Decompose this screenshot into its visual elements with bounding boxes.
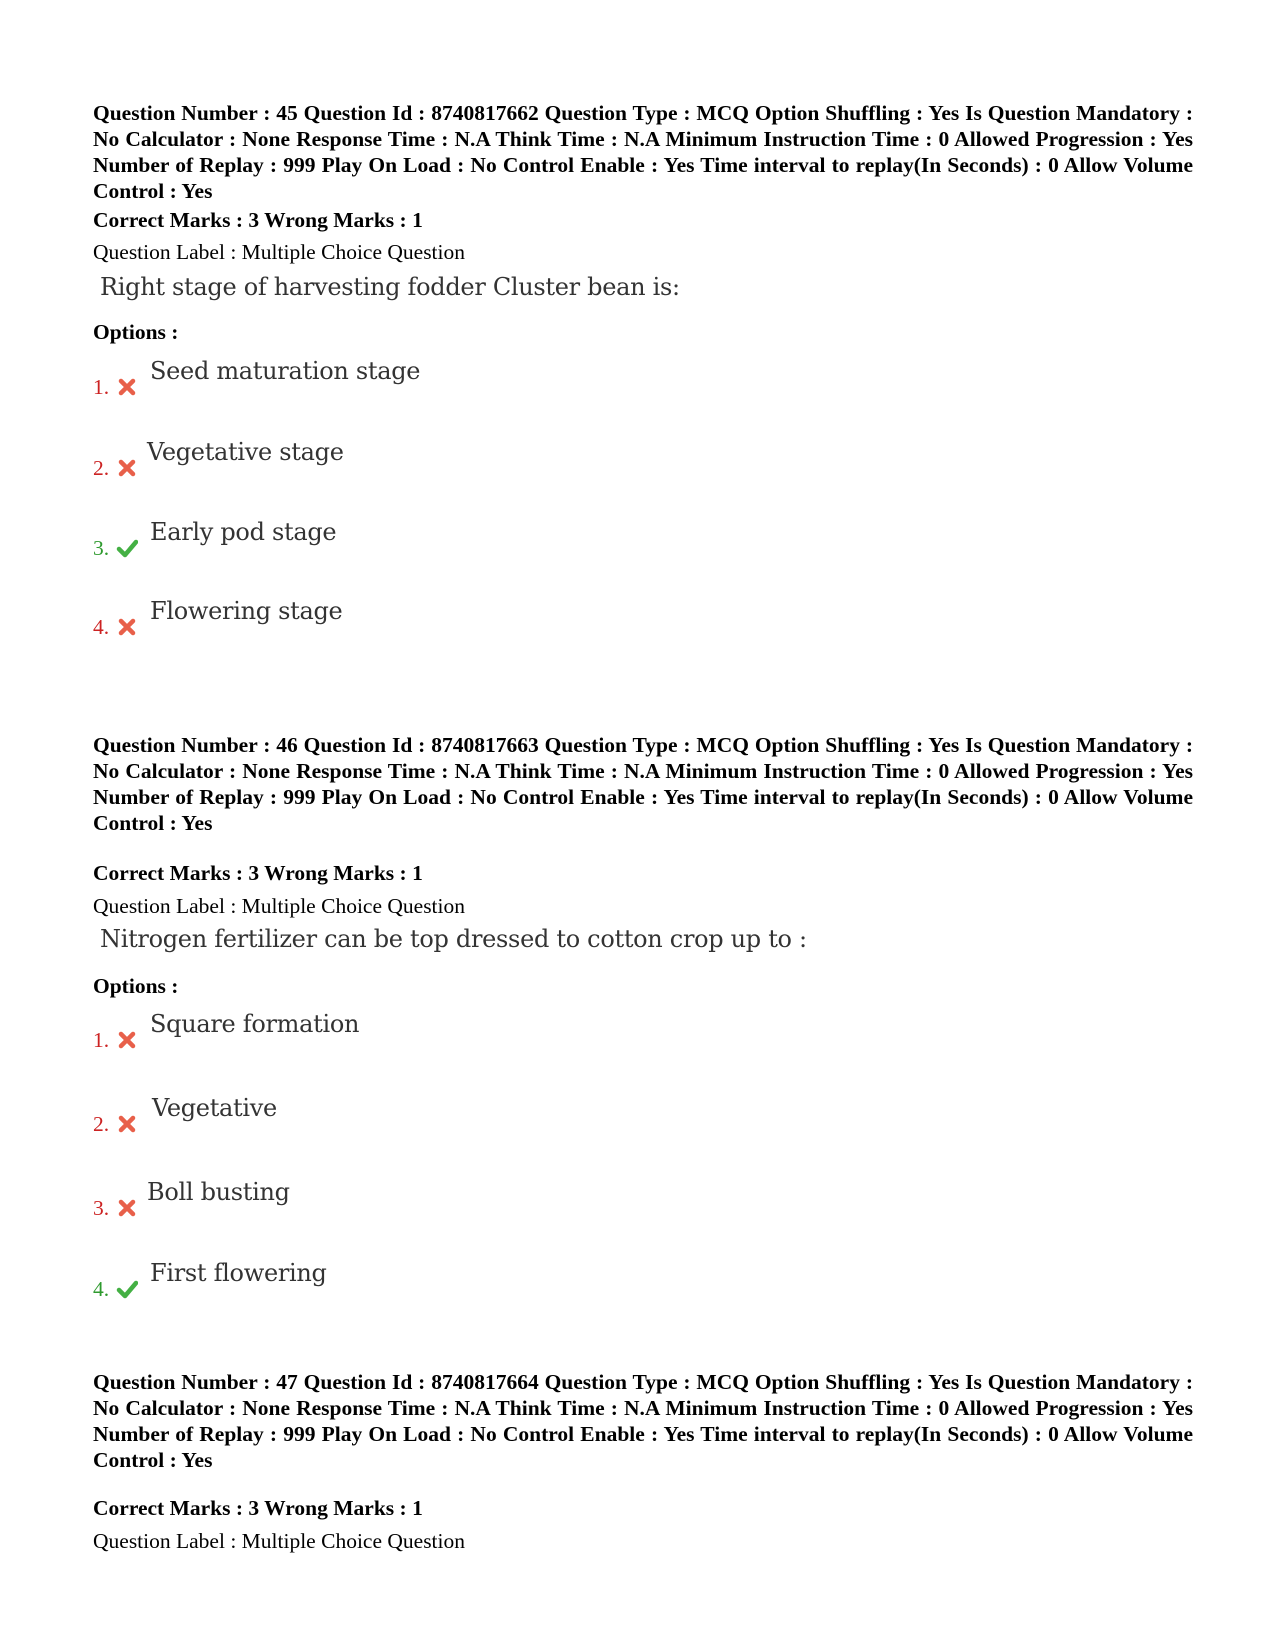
question-marks: Correct Marks : 3 Wrong Marks : 1 bbox=[93, 1496, 423, 1520]
question-meta: Question Number : 47 Question Id : 8740817664 Question Type : MCQ Option Shuffling : Yes Is Question Mandatory : No Calculator : None Response Time : N.A Think Time : N.A Minimum Instruction Time : 0 Allowed Progression : Yes Number of Replay : 999 Play On Load : No Control Enable : Yes Time interval to replay(In Seconds) : 0 Allow Volume Control : Yes bbox=[93, 1370, 1193, 1472]
option-item bbox=[0, 437, 1275, 497]
cross-icon bbox=[116, 1197, 138, 1219]
question-label: Question Label : Multiple Choice Question bbox=[93, 1529, 466, 1553]
options-heading: Options : bbox=[93, 974, 179, 998]
option-text: Seed maturation stage bbox=[150, 357, 421, 385]
option-text: Vegetative bbox=[152, 1094, 277, 1122]
check-icon bbox=[116, 1278, 138, 1300]
check-icon bbox=[116, 537, 138, 559]
cross-icon bbox=[116, 616, 138, 638]
option-number: 4. bbox=[93, 615, 110, 639]
question-marks: Correct Marks : 3 Wrong Marks : 1 bbox=[93, 208, 423, 232]
cross-icon bbox=[116, 457, 138, 479]
option-text: Boll busting bbox=[147, 1178, 290, 1206]
option-item bbox=[0, 1258, 1275, 1318]
question-marks: Correct Marks : 3 Wrong Marks : 1 bbox=[93, 861, 423, 885]
option-text: Flowering stage bbox=[150, 597, 343, 625]
option-text: First flowering bbox=[150, 1259, 327, 1287]
option-item bbox=[0, 1009, 1275, 1069]
option-number: 4. bbox=[93, 1277, 110, 1301]
option-text: Vegetative stage bbox=[147, 438, 344, 466]
question-meta: Question Number : 46 Question Id : 8740817663 Question Type : MCQ Option Shuffling : Yes Is Question Mandatory : No Calculator : None Response Time : N.A Think Time : N.A Minimum Instruction Time : 0 Allowed Progression : Yes Number of Replay : 999 Play On Load : No Control Enable : Yes Time interval to replay(In Seconds) : 0 Allow Volume Control : Yes bbox=[93, 733, 1193, 835]
option-item bbox=[0, 1177, 1275, 1237]
option-item bbox=[0, 1093, 1275, 1153]
option-item bbox=[0, 596, 1275, 656]
option-text: Square formation bbox=[150, 1010, 360, 1038]
option-item bbox=[0, 517, 1275, 577]
cross-icon bbox=[116, 376, 138, 398]
option-number: 2. bbox=[93, 456, 110, 480]
option-number: 1. bbox=[93, 375, 110, 399]
option-number: 3. bbox=[93, 536, 110, 560]
question-text: Nitrogen fertilizer can be top dressed to cotton crop up to : bbox=[100, 925, 807, 953]
question-text: Right stage of harvesting fodder Cluster bean is: bbox=[100, 273, 680, 301]
option-number: 2. bbox=[93, 1112, 110, 1136]
option-text: Early pod stage bbox=[150, 518, 337, 546]
cross-icon bbox=[116, 1113, 138, 1135]
cross-icon bbox=[116, 1029, 138, 1051]
question-label: Question Label : Multiple Choice Question bbox=[93, 894, 466, 918]
option-number: 1. bbox=[93, 1028, 110, 1052]
option-item bbox=[0, 356, 1275, 416]
option-number: 3. bbox=[93, 1196, 110, 1220]
question-label: Question Label : Multiple Choice Question bbox=[93, 240, 466, 264]
question-meta: Question Number : 45 Question Id : 8740817662 Question Type : MCQ Option Shuffling : Yes Is Question Mandatory : No Calculator : None Response Time : N.A Think Time : N.A Minimum Instruction Time : 0 Allowed Progression : Yes Number of Replay : 999 Play On Load : No Control Enable : Yes Time interval to replay(In Seconds) : 0 Allow Volume Control : Yes bbox=[93, 101, 1193, 203]
options-heading: Options : bbox=[93, 320, 179, 344]
